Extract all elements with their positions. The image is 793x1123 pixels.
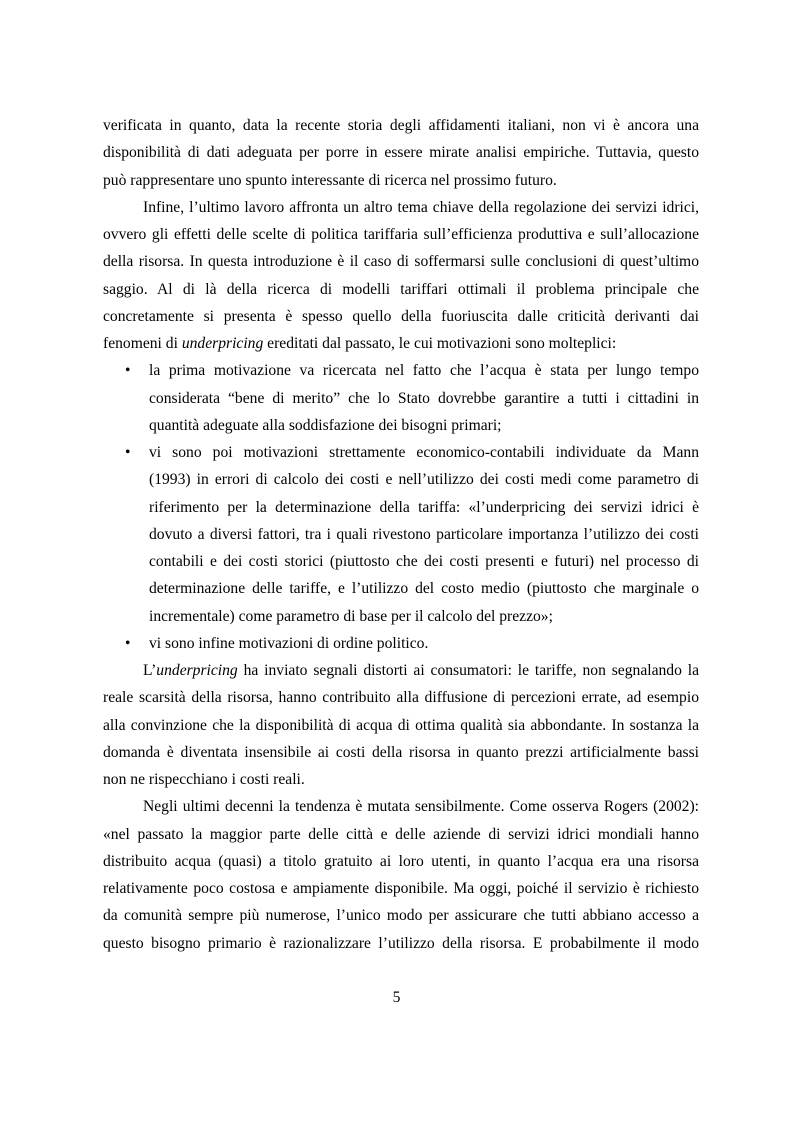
bullet-item-first-line bbox=[103, 630, 699, 657]
paragraph-first-line: Negli ultimi decenni la tendenza è mutata sensibilmente. Come osserva Rogers (2002): bbox=[143, 798, 699, 816]
text-line: della risorsa. In questa introduzione è il caso di soffermarsi sulle conclusioni di quest’ultimo bbox=[103, 253, 699, 271]
text-line: da comunità sempre più numerose, l’unico modo per assicurare che tutti abbiano accesso a bbox=[103, 907, 699, 925]
text-line: può rappresentare uno spunto interessante di ricerca nel prossimo futuro. bbox=[103, 171, 557, 189]
text-line: non ne rispecchiano i costi reali. bbox=[103, 771, 305, 788]
text-run: la prima motivazione va ricercata nel fatto che l’acqua è stata per lungo tempo bbox=[149, 362, 699, 380]
body-text bbox=[103, 112, 699, 957]
paragraph-first-line: Infine, l’ultimo lavoro affronta un altro tema chiave della regolazione dei servizi idrici, bbox=[143, 198, 699, 216]
text-run: ha inviato segnali distorti ai consumatori: le tariffe, non segnalando la bbox=[237, 662, 699, 679]
bullet-icon: • bbox=[125, 634, 131, 652]
bullet-icon: • bbox=[125, 362, 131, 380]
bullet-item-line: determinazione delle tariffe, e l’utilizzo del costo medio (piuttosto che marginale o bbox=[149, 580, 699, 598]
bullet-item-first-line bbox=[103, 439, 699, 466]
text-line: «nel passato la maggior parte delle città e delle aziende di servizi idrici mondiali hanno bbox=[103, 825, 699, 843]
italic-term: underpricing bbox=[181, 335, 264, 352]
text-line: alla convinzione che la disponibilità di acqua di ottima qualità sia abbondante. In sostanza la bbox=[103, 716, 699, 734]
text-line: saggio. Al di là della ricerca di modelli tariffari ottimali il problema principale che bbox=[103, 280, 699, 298]
text-line: reale scarsità della risorsa, hanno contribuito alla diffusione di percezioni errate, ad esempio bbox=[103, 689, 699, 707]
bullet-item-line: dovuto a diversi fattori, tra i quali rivestono particolare importanza l’utilizzo dei costi bbox=[149, 525, 699, 543]
text-run: ereditati dal passato, le cui motivazioni sono molteplici: bbox=[263, 335, 617, 352]
text-line: relativamente poco costosa e ampiamente disponibile. Ma oggi, poiché il servizio è richiesto bbox=[103, 880, 699, 897]
bullet-item-line: contabili e dei costi storici (piuttosto che dei costi presenti e futuri) nel processo di bbox=[149, 553, 699, 570]
bullet-item-line: incrementale) come parametro di base per il calcolo del prezzo»; bbox=[149, 607, 553, 625]
text-line: disponibilità di dati adeguata per porre in essere mirate analisi empiriche. Tuttavia, questo bbox=[103, 144, 699, 162]
text-run: vi sono poi motivazioni strettamente economico-contabili individuate da Mann bbox=[149, 444, 699, 461]
text-line: concretamente si presenta è spesso quello della fuoriuscita dalle criticità derivanti dai bbox=[103, 307, 699, 325]
text-line: ovvero gli effetti delle scelte di politica tariffaria sull’efficienza produttiva e sull’allocazione bbox=[103, 226, 699, 243]
text-line bbox=[103, 330, 699, 357]
text-line: verificata in quanto, data la recente storia degli affidamenti italiani, non vi è ancora una bbox=[103, 117, 699, 134]
bullet-item-line: (1993) in errori di calcolo dei costi e nell’utilizzo dei costi medi come parametro di bbox=[149, 471, 699, 489]
text-line: distribuito acqua (quasi) a titolo gratuito ai loro utenti, in quanto l’acqua era una risorsa bbox=[103, 852, 699, 870]
page-number: 5 bbox=[392, 989, 401, 1006]
bullet-item-line: quantità adeguate alla soddisfazione dei bisogni primari; bbox=[149, 416, 502, 434]
text-line: domanda è diventata insensibile ai costi della risorsa in quanto prezzi artificialmente bassi bbox=[103, 743, 699, 761]
text-run: vi sono infine motivazioni di ordine politico. bbox=[149, 634, 429, 652]
text-run: L’ bbox=[143, 662, 157, 679]
text-line: questo bisogno primario è razionalizzare l’utilizzo della risorsa. E probabilmente il modo bbox=[103, 934, 699, 952]
bullet-item-line: considerata “bene di merito” che lo Stato dovrebbe garantire a tutti i cittadini in bbox=[149, 389, 699, 407]
paragraph-first-line bbox=[103, 657, 699, 684]
bullet-icon: • bbox=[125, 444, 131, 461]
italic-term: underpricing bbox=[156, 662, 238, 679]
text-run: fenomeni di bbox=[103, 335, 182, 352]
bullet-item-first-line bbox=[103, 357, 699, 384]
bullet-item-line: riferimento per la determinazione della tariffa: «l’underpricing dei servizi idrici è bbox=[149, 498, 699, 516]
